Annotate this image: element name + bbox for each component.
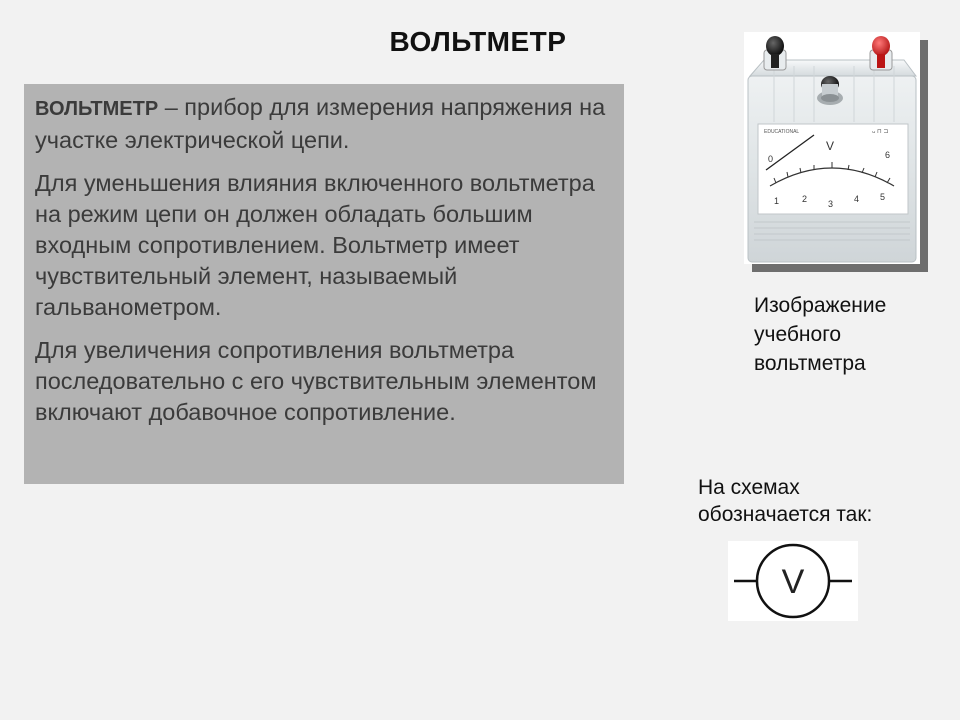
svg-text:1: 1: [774, 196, 780, 206]
text-box: [24, 84, 624, 484]
svg-text:0: 0: [768, 154, 774, 164]
definition-term: ВОЛЬТМЕТР: [35, 98, 159, 120]
scheme-label-line: На схемах: [698, 476, 800, 499]
svg-text:4: 4: [854, 194, 860, 204]
voltmeter-photo: [744, 32, 928, 272]
definition-paragraph: [35, 92, 612, 156]
photo-caption: [754, 291, 886, 378]
caption-line: Изображение: [754, 294, 887, 317]
definition-text: – прибор для измерения напряжения на участке электрической цепи.: [35, 94, 606, 153]
svg-text:5: 5: [880, 192, 886, 202]
caption-line: учебного: [754, 323, 842, 346]
voltmeter-symbol-icon: [728, 541, 858, 621]
svg-text:6: 6: [885, 150, 891, 160]
svg-text:EDUCATIONAL: EDUCATIONAL: [764, 129, 800, 135]
symbol-letter: V: [781, 563, 805, 601]
caption-line: вольтметра: [754, 352, 866, 375]
paragraph-input-resistance: Для уменьшения влияния включенного вольтметра на режим цепи он должен обладать большим входным сопротивлением. Вольтметр имеет чувствительный элемент, называемый гальванометром.: [35, 170, 595, 320]
svg-text:V: V: [826, 139, 835, 153]
svg-text:2: 2: [802, 194, 808, 204]
paragraph-added-resistance: Для увеличения сопротивления вольтметра последовательно с его чувствительным элементом включают добавочное сопротивление.: [35, 337, 597, 425]
svg-text:3: 3: [828, 199, 834, 209]
scheme-label: [698, 474, 872, 528]
svg-text:ᴗ ⊓ ⊐: ᴗ ⊓ ⊐: [872, 129, 889, 135]
slide-title: ВОЛЬТМЕТР: [389, 26, 567, 57]
scheme-label-line: обозначается так:: [698, 503, 873, 526]
black-terminal-icon: [764, 36, 786, 70]
red-terminal-icon: [870, 36, 892, 70]
